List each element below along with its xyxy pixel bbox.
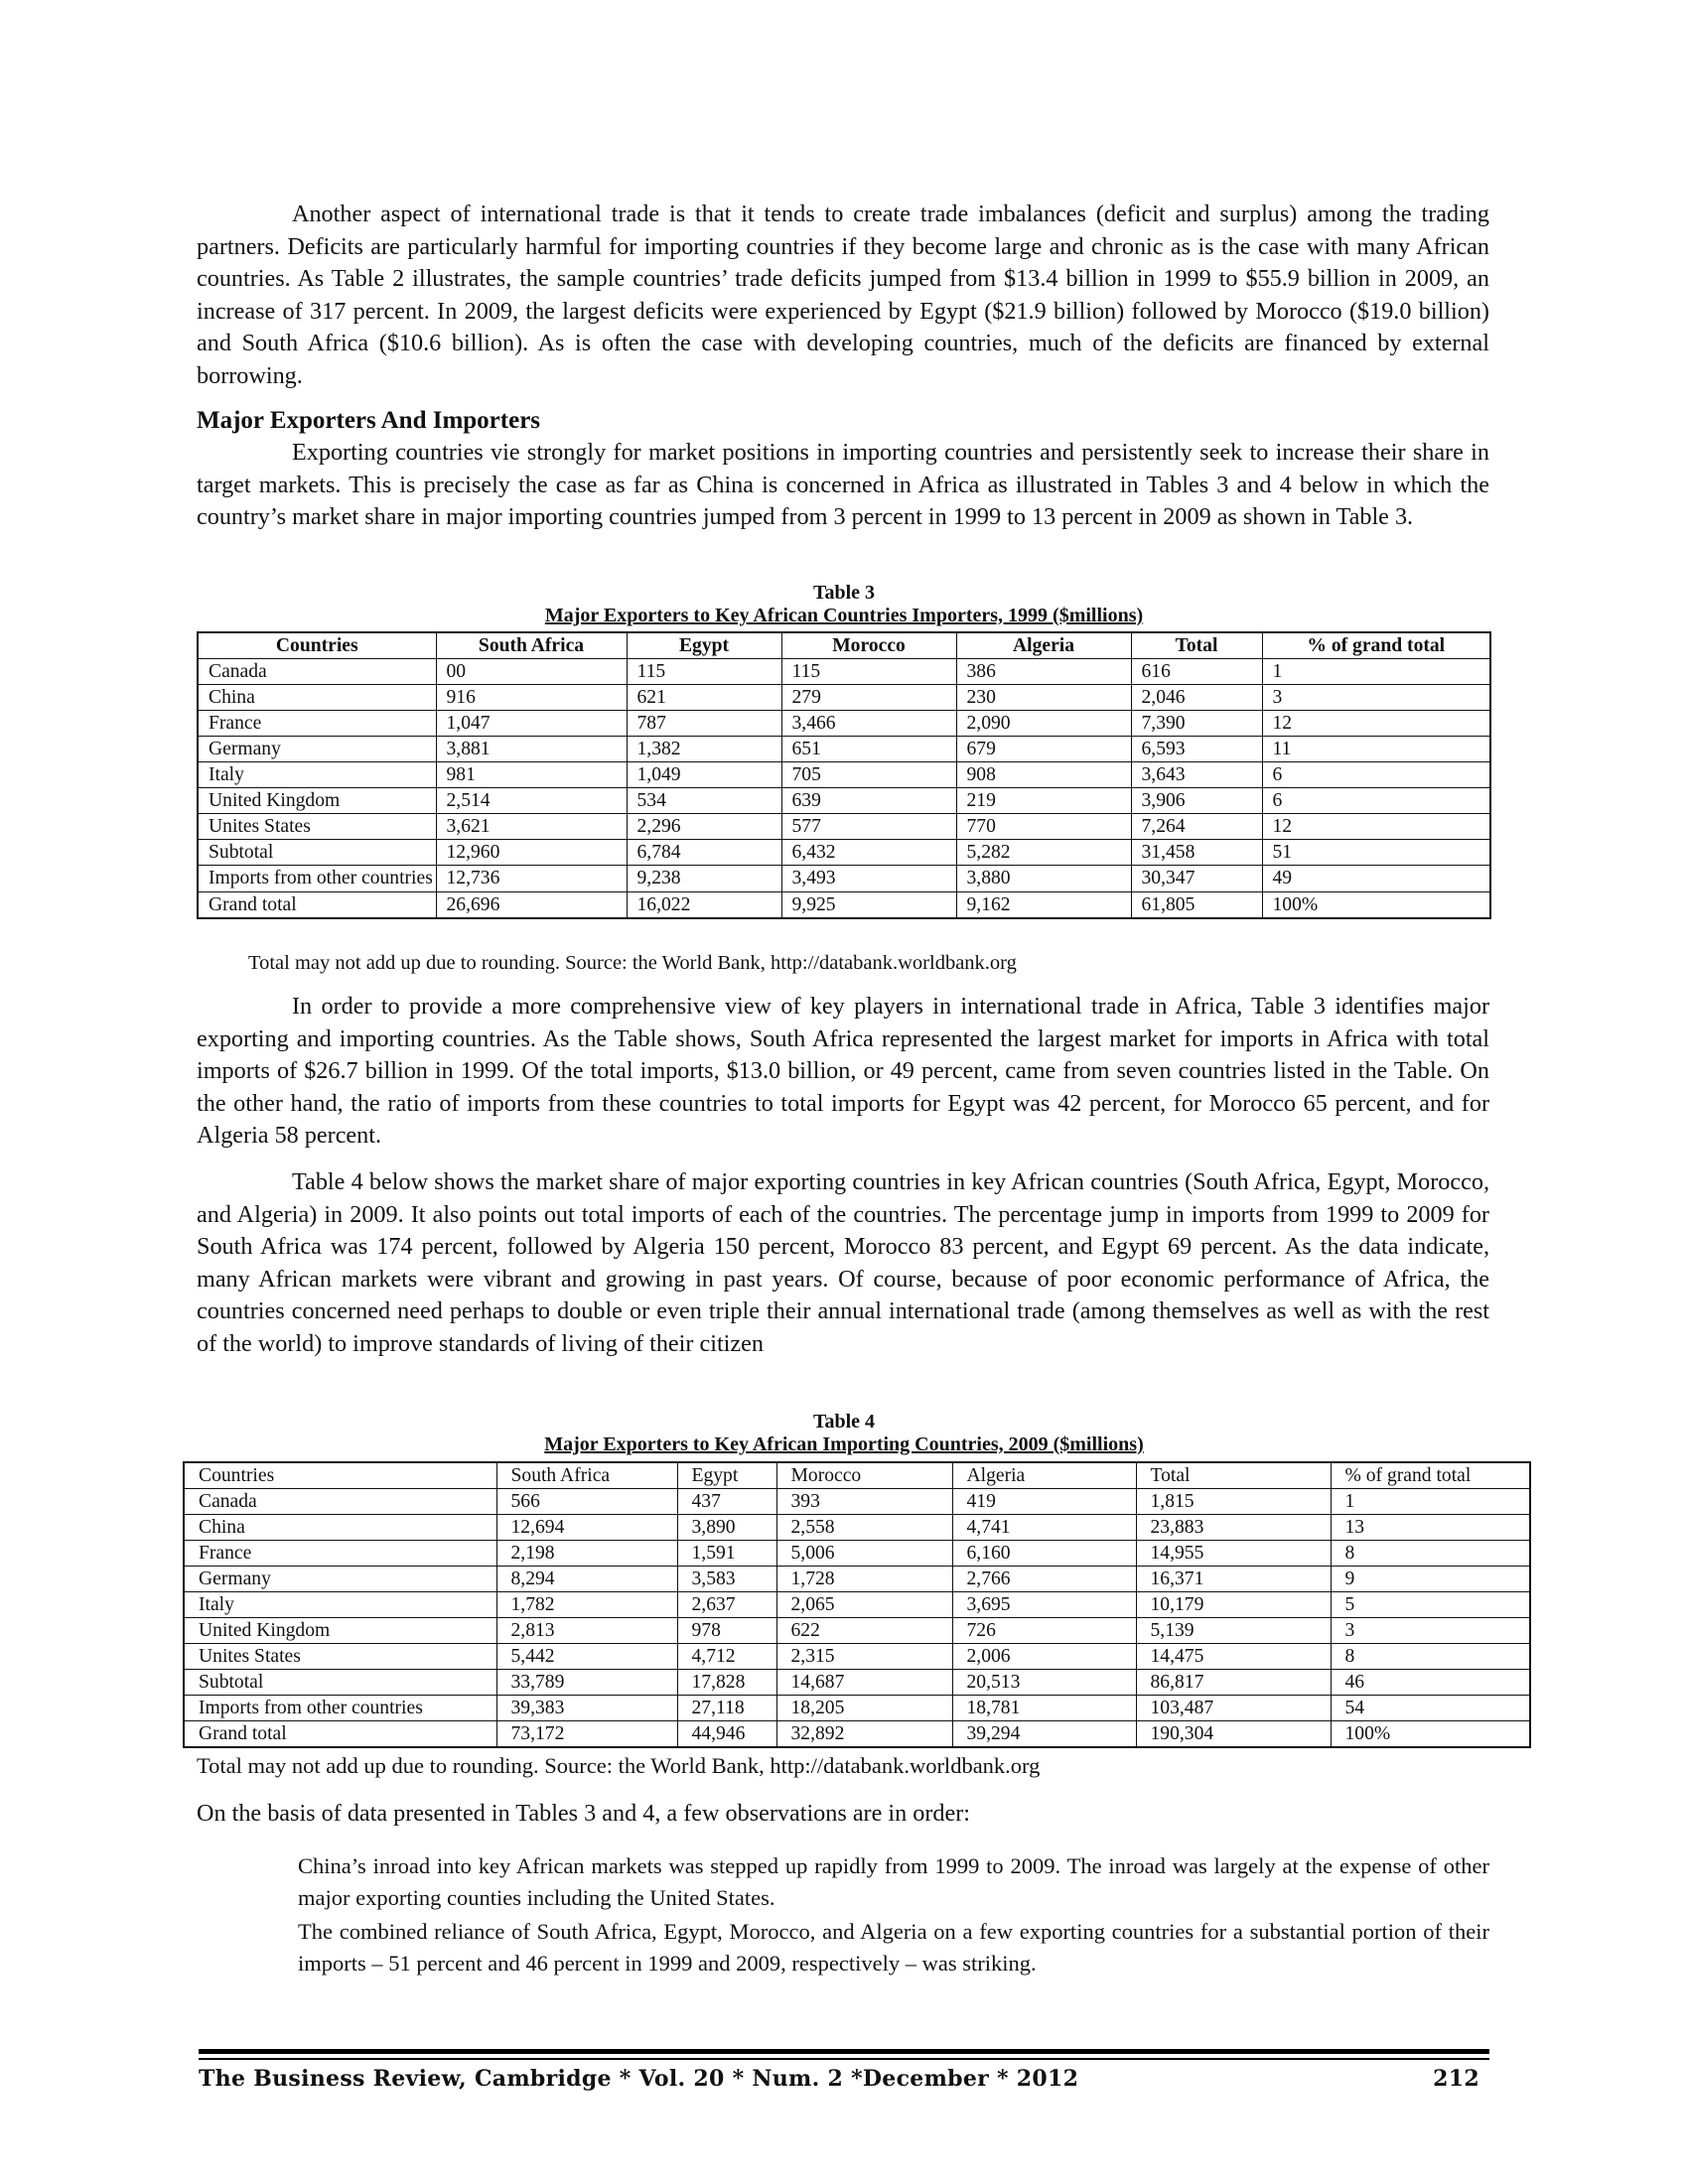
page-footer	[199, 2064, 1479, 2094]
table3-header-cell: Morocco	[781, 632, 956, 659]
table4-row	[184, 1644, 1530, 1670]
table4-cell: 2,813	[496, 1618, 677, 1644]
table3-cell: 3,466	[781, 711, 956, 737]
table4-header-row	[184, 1462, 1530, 1489]
table3-cell: 3,621	[436, 814, 627, 840]
table4-cell: 14,687	[776, 1670, 952, 1696]
table4-cell: France	[184, 1541, 496, 1567]
table3-cell: 787	[627, 711, 781, 737]
table3-cell: Imports from other countries	[198, 866, 436, 892]
table3-cell: 7,264	[1131, 814, 1262, 840]
table4-cell: 2,637	[677, 1592, 776, 1618]
paragraph-observations-intro: On the basis of data presented in Tables 3 and 4, a few observations are in order:	[197, 1800, 971, 1827]
table3-cell: Grand total	[198, 892, 436, 919]
table4-cell: 1,815	[1136, 1489, 1331, 1515]
page-number: 212	[1433, 2066, 1479, 2092]
table3-cell: 11	[1262, 737, 1490, 762]
table3-cell: 219	[956, 788, 1131, 814]
table4-cell: Subtotal	[184, 1670, 496, 1696]
table4-cell: Unites States	[184, 1644, 496, 1670]
table3-cell: 61,805	[1131, 892, 1262, 919]
table3-cell: 2,514	[436, 788, 627, 814]
table3	[197, 631, 1491, 919]
table3-cell: 3,881	[436, 737, 627, 762]
paragraph-key-players: In order to provide a more comprehensive view of key players in international trade in Africa, Table 3 identifies major exporting and importing countries. As the Table shows, South Africa represented the largest market for imports in Africa with total imports of $26.7 billion in 1999. Of the total imports, $13.0 billion, or 49 percent, came from seven countries listed in the Table. On the other hand, the ratio of imports from these countries to total imports for Egypt was 42 percent, for Morocco 65 percent, and for Algeria 58 percent.	[197, 993, 1489, 1149]
table4-cell: 16,371	[1136, 1567, 1331, 1592]
section-heading: Major Exporters And Importers	[197, 407, 541, 434]
table4-cell: 54	[1331, 1696, 1530, 1721]
table4-cell: 5	[1331, 1592, 1530, 1618]
table4-cell: 2,766	[952, 1567, 1136, 1592]
table4-cell: 39,383	[496, 1696, 677, 1721]
table3-cell: Italy	[198, 762, 436, 788]
table4-cell: 8	[1331, 1541, 1530, 1567]
table4-cell: 3,890	[677, 1515, 776, 1541]
table3-cell: 12,736	[436, 866, 627, 892]
table4-row	[184, 1489, 1530, 1515]
paragraph-market-share-2009: Table 4 below shows the market share of major exporting countries in key African countries (South Africa, Egypt, Morocco, and Algeria) in 2009. It also points out total imports of each of the countries. The percentage jump in imports from 1999 to 2009 for South Africa was 174 percent, followed by Algeria 150 percent, Morocco 83 percent, and Egypt 69 percent. As the data indicate, many African markets were vibrant and growing in past years. Of course, because of poor economic performance of Africa, the countries concerned need perhaps to double or even triple their annual international trade (among themselves as well as with the rest of the world) to improve standards of living of their citizen	[197, 1168, 1489, 1357]
table3-cell: 16,022	[627, 892, 781, 919]
table3-row	[198, 762, 1490, 788]
table4-cell: 5,006	[776, 1541, 952, 1567]
table4-cell: 4,712	[677, 1644, 776, 1670]
table4-cell: 5,139	[1136, 1618, 1331, 1644]
table4-row	[184, 1515, 1530, 1541]
table3-cell: 100%	[1262, 892, 1490, 919]
table4-cell: 23,883	[1136, 1515, 1331, 1541]
table4-cell: 726	[952, 1618, 1136, 1644]
table3-cell: 9,162	[956, 892, 1131, 919]
table3-cell: Canada	[198, 659, 436, 685]
table4-header-cell: South Africa	[496, 1462, 677, 1489]
table3-cell: 7,390	[1131, 711, 1262, 737]
table4-cell: 5,442	[496, 1644, 677, 1670]
table3-cell: 115	[781, 659, 956, 685]
table4-cell: 8,294	[496, 1567, 677, 1592]
table4-cell: 13	[1331, 1515, 1530, 1541]
table4-row	[184, 1721, 1530, 1748]
table3-row	[198, 840, 1490, 866]
table3-cell: 31,458	[1131, 840, 1262, 866]
table3-header-cell: Total	[1131, 632, 1262, 659]
table4-cell: 9	[1331, 1567, 1530, 1592]
table4-cell: Grand total	[184, 1721, 496, 1748]
table4-cell: 2,065	[776, 1592, 952, 1618]
table3-cell: 279	[781, 685, 956, 711]
table3-cell: 6,784	[627, 840, 781, 866]
table4-cell: China	[184, 1515, 496, 1541]
table3-cell: 639	[781, 788, 956, 814]
table3-cell: 00	[436, 659, 627, 685]
table3-cell: 3	[1262, 685, 1490, 711]
table4-header-cell: Total	[1136, 1462, 1331, 1489]
table3-cell: 386	[956, 659, 1131, 685]
footer-rule-thick	[199, 2049, 1489, 2054]
table4-cell: 33,789	[496, 1670, 677, 1696]
table3-cell: 534	[627, 788, 781, 814]
table4-row	[184, 1567, 1530, 1592]
table3-caption	[0, 582, 1688, 627]
table3-cell: 621	[627, 685, 781, 711]
table4-cell: 393	[776, 1489, 952, 1515]
table3-cell: 1,047	[436, 711, 627, 737]
paragraph-trade-imbalances: Another aspect of international trade is that it tends to create trade imbalances (deficit and surplus) among the trading partners. Deficits are particularly harmful for importing countries if they become large and chronic as is the case with many African countries. As Table 2 illustrates, the sample countries’ trade deficits jumped from $13.4 billion in 1999 to $55.9 billion in 2009, an increase of 317 percent. In 2009, the largest deficits were experienced by Egypt ($21.9 billion) followed by Morocco ($19.0 billion) and South Africa ($10.6 billion). As is often the case with developing countries, much of the deficits are financed by external borrowing.	[197, 201, 1489, 389]
paragraph-exporting-countries: Exporting countries vie strongly for market positions in importing countries and persistently seek to increase their share in target markets. This is precisely the case as far as China is concerned in Africa as illustrated in Tables 3 and 4 below in which the country’s market share in major importing countries jumped from 3 percent in 1999 to 13 percent in 2009 as shown in Table 3.	[197, 439, 1489, 530]
table3-cell: United Kingdom	[198, 788, 436, 814]
table4-cell: Germany	[184, 1567, 496, 1592]
table4-caption	[0, 1411, 1688, 1456]
table4-cell: 190,304	[1136, 1721, 1331, 1748]
table4-cell: 46	[1331, 1670, 1530, 1696]
table3-cell: 981	[436, 762, 627, 788]
table3-cell: 3,643	[1131, 762, 1262, 788]
table4-cell: United Kingdom	[184, 1618, 496, 1644]
table4-cell: 3	[1331, 1618, 1530, 1644]
table4	[183, 1461, 1531, 1748]
table3-cell: 577	[781, 814, 956, 840]
table4-cell: 18,205	[776, 1696, 952, 1721]
table3-cell: 12	[1262, 711, 1490, 737]
table4-row	[184, 1696, 1530, 1721]
table3-row	[198, 814, 1490, 840]
table4-header-cell: Egypt	[677, 1462, 776, 1489]
table4-cell: 419	[952, 1489, 1136, 1515]
table4-cell: 14,475	[1136, 1644, 1331, 1670]
table4-cell: 10,179	[1136, 1592, 1331, 1618]
table4-number: Table 4	[812, 1411, 876, 1433]
table4-title: Major Exporters to Key African Importing Countries, 2009 ($millions)	[544, 1433, 1144, 1455]
table3-cell: Unites States	[198, 814, 436, 840]
table3-cell: 230	[956, 685, 1131, 711]
table4-cell: 18,781	[952, 1696, 1136, 1721]
table3-cell: 115	[627, 659, 781, 685]
table4-cell: 20,513	[952, 1670, 1136, 1696]
table4-cell: 86,817	[1136, 1670, 1331, 1696]
table4-header-cell: Countries	[184, 1462, 496, 1489]
table3-title: Major Exporters to Key African Countries Importers, 1999 ($millions)	[544, 605, 1144, 626]
table4-note: Total may not add up due to rounding. Source: the World Bank, http://databank.worldbank.org	[197, 1753, 1041, 1778]
table3-cell: 51	[1262, 840, 1490, 866]
table3-row	[198, 659, 1490, 685]
table4-cell: 3,695	[952, 1592, 1136, 1618]
table3-cell: China	[198, 685, 436, 711]
table3-cell: 6	[1262, 762, 1490, 788]
table3-cell: 2,090	[956, 711, 1131, 737]
table3-cell: 2,046	[1131, 685, 1262, 711]
table4-cell: 39,294	[952, 1721, 1136, 1748]
table4-cell: 2,198	[496, 1541, 677, 1567]
table3-cell: 3,493	[781, 866, 956, 892]
table4-cell: 978	[677, 1618, 776, 1644]
table3-cell: Germany	[198, 737, 436, 762]
table4-cell: 12,694	[496, 1515, 677, 1541]
table3-row	[198, 711, 1490, 737]
table4-row	[184, 1618, 1530, 1644]
table4-cell: 44,946	[677, 1721, 776, 1748]
table4-cell: 27,118	[677, 1696, 776, 1721]
table3-cell: 9,238	[627, 866, 781, 892]
table4-cell: 1,591	[677, 1541, 776, 1567]
table3-cell: 9,925	[781, 892, 956, 919]
table3-header-cell: South Africa	[436, 632, 627, 659]
table3-header-cell: Countries	[198, 632, 436, 659]
table4-cell: 1	[1331, 1489, 1530, 1515]
table4-cell: Imports from other countries	[184, 1696, 496, 1721]
observation-item: The combined reliance of South Africa, Egypt, Morocco, and Algeria on a few exporting countries for a substantial portion of their imports – 51 percent and 46 percent in 1999 and 2009, respectively – was striking.	[298, 1919, 1489, 1976]
table4-cell: 6,160	[952, 1541, 1136, 1567]
table4-cell: 3,583	[677, 1567, 776, 1592]
table3-cell: 705	[781, 762, 956, 788]
table3-cell: 30,347	[1131, 866, 1262, 892]
table3-header-row	[198, 632, 1490, 659]
table4-cell: Canada	[184, 1489, 496, 1515]
table3-row	[198, 685, 1490, 711]
table4-cell: 4,741	[952, 1515, 1136, 1541]
table3-row	[198, 737, 1490, 762]
table3-cell: Subtotal	[198, 840, 436, 866]
table3-cell: 770	[956, 814, 1131, 840]
table4-cell: 32,892	[776, 1721, 952, 1748]
table3-cell: 12,960	[436, 840, 627, 866]
table4-cell: 8	[1331, 1644, 1530, 1670]
table3-cell: 916	[436, 685, 627, 711]
table4-cell: 103,487	[1136, 1696, 1331, 1721]
table3-note: Total may not add up due to rounding. Source: the World Bank, http://databank.worldbank.org	[248, 952, 1017, 974]
table4-cell: 2,006	[952, 1644, 1136, 1670]
table4-row	[184, 1670, 1530, 1696]
table3-cell: France	[198, 711, 436, 737]
table3-cell: 616	[1131, 659, 1262, 685]
table3-cell: 6,593	[1131, 737, 1262, 762]
table3-cell: 49	[1262, 866, 1490, 892]
table3-cell: 6	[1262, 788, 1490, 814]
table3-cell: 2,296	[627, 814, 781, 840]
table3-header-cell: Algeria	[956, 632, 1131, 659]
table4-cell: Italy	[184, 1592, 496, 1618]
table4-cell: 1,782	[496, 1592, 677, 1618]
table3-number: Table 3	[812, 582, 876, 604]
table4-cell: 17,828	[677, 1670, 776, 1696]
journal-citation: The Business Review, Cambridge * Vol. 20 * Num. 2 *December * 2012	[199, 2066, 1079, 2092]
table3-header-cell: Egypt	[627, 632, 781, 659]
table4-cell: 100%	[1331, 1721, 1530, 1748]
table3-cell: 908	[956, 762, 1131, 788]
table3-cell: 12	[1262, 814, 1490, 840]
table3-header-cell: % of grand total	[1262, 632, 1490, 659]
footer-rule-thin	[199, 2058, 1489, 2060]
table3-cell: 5,282	[956, 840, 1131, 866]
table4-header-cell: Algeria	[952, 1462, 1136, 1489]
table3-cell: 3,880	[956, 866, 1131, 892]
table3-cell: 1,049	[627, 762, 781, 788]
table4-cell: 566	[496, 1489, 677, 1515]
table3-row	[198, 892, 1490, 919]
table4-cell: 2,315	[776, 1644, 952, 1670]
table3-cell: 651	[781, 737, 956, 762]
observations-list	[298, 1850, 1489, 1981]
observation-item: China’s inroad into key African markets was stepped up rapidly from 1999 to 2009. The inroad was largely at the expense of other major exporting counties including the United States.	[298, 1853, 1489, 1910]
table3-row	[198, 866, 1490, 892]
table4-row	[184, 1541, 1530, 1567]
table3-cell: 6,432	[781, 840, 956, 866]
table4-cell: 2,558	[776, 1515, 952, 1541]
table3-cell: 679	[956, 737, 1131, 762]
table3-row	[198, 788, 1490, 814]
table4-cell: 14,955	[1136, 1541, 1331, 1567]
table4-cell: 437	[677, 1489, 776, 1515]
table4-header-cell: % of grand total	[1331, 1462, 1530, 1489]
table4-cell: 73,172	[496, 1721, 677, 1748]
table4-cell: 1,728	[776, 1567, 952, 1592]
table3-cell: 1,382	[627, 737, 781, 762]
table4-cell: 622	[776, 1618, 952, 1644]
table4-header-cell: Morocco	[776, 1462, 952, 1489]
table3-cell: 1	[1262, 659, 1490, 685]
table3-cell: 26,696	[436, 892, 627, 919]
table4-row	[184, 1592, 1530, 1618]
table3-cell: 3,906	[1131, 788, 1262, 814]
